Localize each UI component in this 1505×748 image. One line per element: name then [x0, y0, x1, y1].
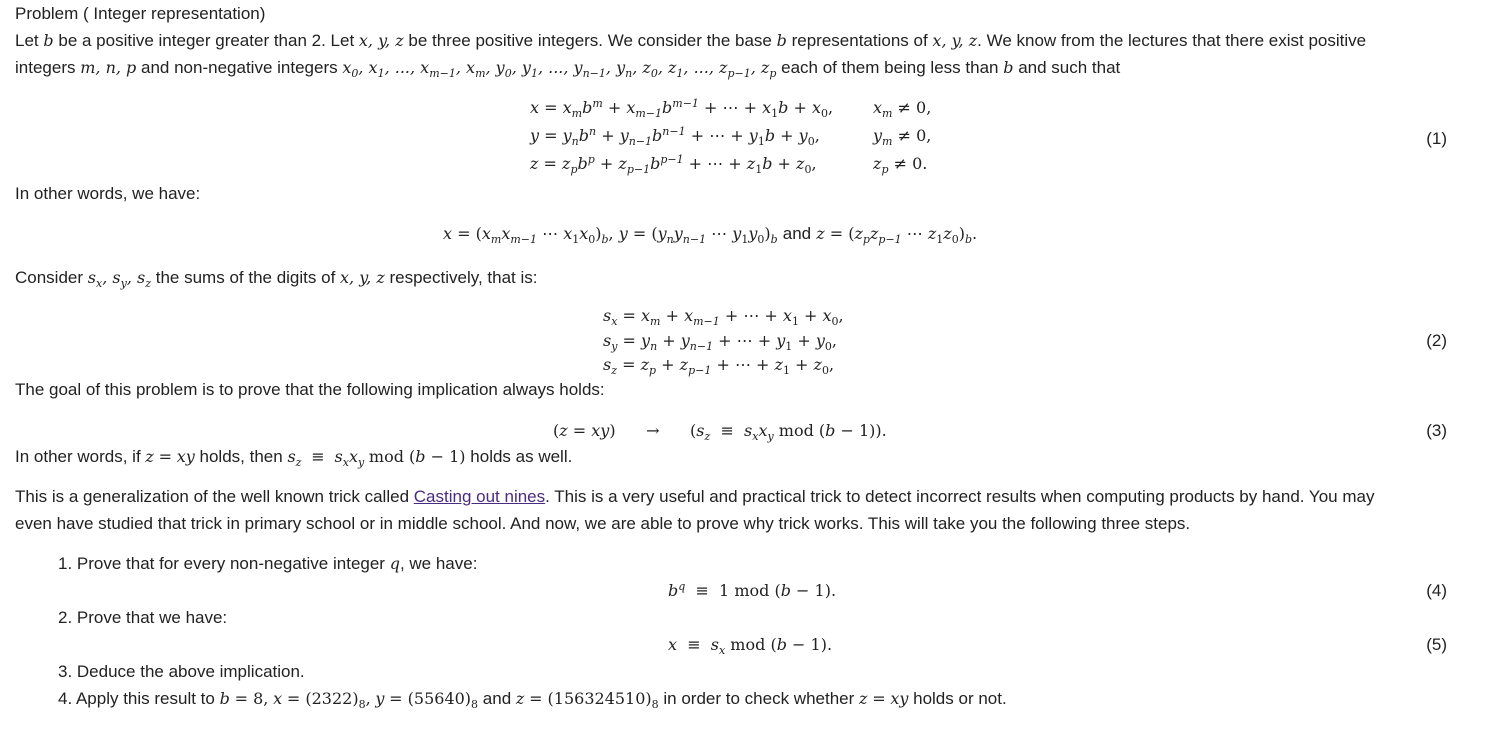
step-1: 1. Prove that for every non-negative integer q, we have: [58, 554, 478, 573]
equation-number-3: (3) [1426, 421, 1447, 440]
in-other-words: In other words, we have: [15, 184, 201, 203]
casting-out-nines-link[interactable]: Casting out nines [413, 487, 546, 506]
intro-line-2: integers m, n, p and non-negative integers $x_0$, $x_1$, ..., $x_{m-1}$, $x_m$, $y_0$, $y_1$, ..., $y_{n-1}$, $y_n$, $z_0$, $z_1$, ..., $z_{p-1}$, $z_p$ each of them being less than b and such that [15, 58, 1121, 80]
equation-number-4: (4) [1426, 581, 1447, 600]
generalization-line-1: This is a generalization of the well known trick called Casting out nines. This is a very useful and practical trick to detect incorrect results when computing products by hand. You may [15, 487, 1375, 506]
generalization-line-2: even have studied that trick in primary school or in middle school. And now, we are able to prove why trick works. This will take you the following three steps. [15, 514, 1191, 533]
step-4: 4. Apply this result to b = 8, $x = (2322)_8$, $y = (55640)_8$ and $z = (156324510)_8$ in order to check whether z = xy holds or not. [58, 689, 1007, 711]
step-3: 3. Deduce the above implication. [58, 662, 305, 681]
in-other-words-2: In other words, if z = xy holds, then $s_z \equiv s_xx_y$ mod (b − 1) holds as well. [15, 447, 573, 469]
digit-representation: $x = (x_mx_{m-1}$ ⋯ $x_1x_0)_b$, $y = (y_ny_{n-1}$ ⋯ $y_1y_0)_b$ and $z = (z_pz_{p-1}$ ⋯ $z_1z_0)_b$. [443, 224, 978, 246]
equation-number-1: (1) [1426, 129, 1447, 148]
equation-number-2: (2) [1426, 331, 1447, 350]
goal-text: The goal of this problem is to prove that the following implication always holds: [15, 380, 605, 399]
consider-line: Consider $s_x$, $s_y$, $s_z$ the sums of the digits of x, y, z respectively, that is: [15, 268, 538, 290]
equation-number-5: (5) [1426, 635, 1447, 654]
problem-title: Problem ( Integer representation) [15, 4, 266, 23]
step-2: 2. Prove that we have: [58, 608, 228, 627]
intro-line-1: Let b be a positive integer greater than 2. Let x, y, z be three positive integers. We consider the base b representations of x, y, z. We know from the lectures that there exist positive [15, 31, 1367, 50]
